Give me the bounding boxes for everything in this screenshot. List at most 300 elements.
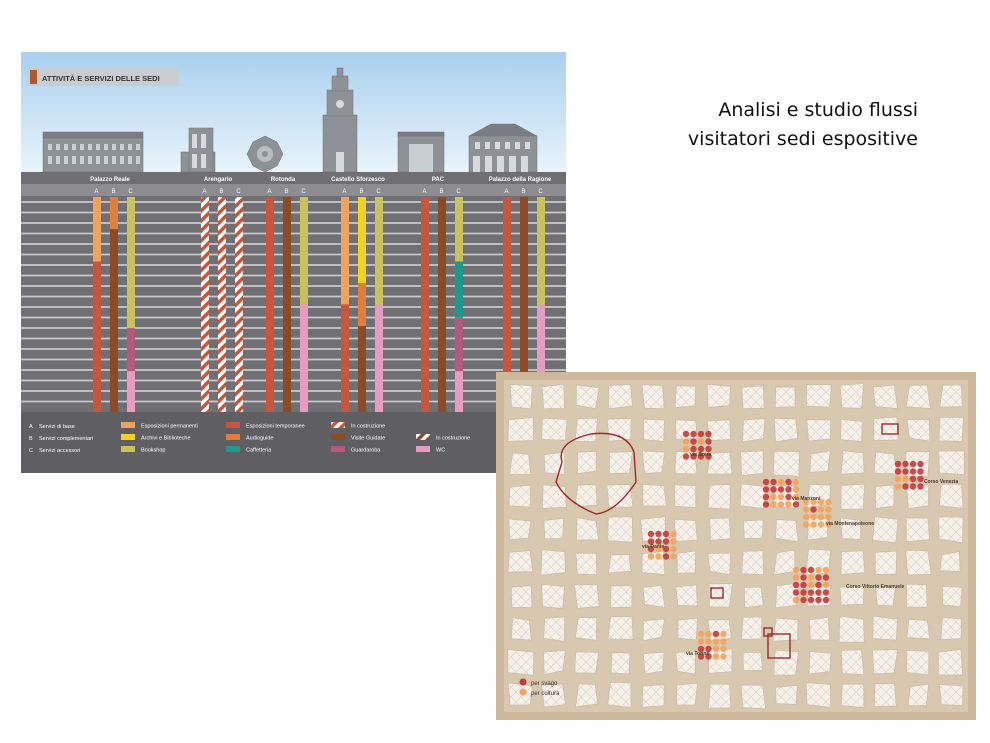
legend-service-key: A: [29, 424, 33, 430]
visitor-dot: [785, 479, 791, 485]
city-block: [775, 387, 795, 407]
visitor-dot: [793, 486, 799, 492]
city-block: [939, 517, 964, 543]
service-bar-segment: [127, 328, 135, 371]
visitor-dot: [800, 582, 806, 588]
visitor-dot: [683, 446, 689, 452]
city-block: [674, 519, 697, 541]
legend-category-label: Esposizioni permanenti: [141, 423, 198, 430]
legend-cultura-dot: [520, 689, 527, 696]
column-letter: C: [301, 189, 306, 195]
visitor-dot: [698, 631, 704, 637]
column-letter: C: [128, 189, 133, 195]
city-block: [676, 585, 697, 606]
service-bar-segment: [375, 305, 383, 413]
service-bar-segment: [110, 197, 118, 229]
service-bar-segment: [218, 197, 226, 412]
city-block: [810, 451, 830, 473]
legend-swatch: [416, 446, 430, 452]
visitor-dot: [815, 582, 821, 588]
city-block: [874, 417, 898, 441]
city-block: [907, 619, 930, 638]
visitor-dot: [785, 494, 791, 500]
visitor-dot: [720, 638, 726, 644]
service-bar-segment: [537, 197, 545, 305]
column-letter: A: [202, 189, 207, 195]
visitor-dot: [770, 486, 776, 492]
visitor-dot: [778, 494, 784, 500]
legend-swatch: [121, 446, 135, 452]
legend-category-label: Visite Guidate: [351, 435, 386, 442]
pac-icon: [398, 132, 444, 172]
visitor-dot: [655, 553, 661, 559]
legend-swatch: [121, 434, 135, 440]
service-bar-segment: [201, 197, 209, 412]
legend-category-label: WC: [436, 447, 446, 454]
city-block: [873, 616, 898, 640]
city-block: [841, 484, 865, 509]
legend-swatch: [331, 422, 345, 428]
service-bar-segment: [455, 317, 463, 371]
street-label: via Torino: [686, 651, 710, 657]
city-block: [643, 585, 665, 607]
service-bar-segment: [127, 371, 135, 412]
city-block: [806, 384, 831, 407]
visitor-dot: [683, 453, 689, 459]
column-letter: B: [111, 189, 116, 195]
visitor-dot: [823, 582, 829, 588]
column-letter: B: [219, 189, 224, 195]
city-block: [839, 616, 864, 642]
visitor-dot: [808, 597, 814, 603]
visitor-dot: [803, 521, 809, 527]
city-block: [841, 551, 865, 575]
street-label: via Manzoni: [792, 496, 821, 502]
city-block: [743, 419, 766, 442]
city-block: [642, 451, 665, 474]
column-letter: B: [521, 189, 526, 195]
visitor-dot: [895, 483, 901, 489]
city-block: [841, 419, 863, 441]
city-block: [708, 649, 732, 673]
city-block: [677, 551, 695, 573]
city-block: [741, 617, 761, 640]
city-block: [675, 386, 696, 408]
city-block: [939, 451, 965, 475]
legend-swatch: [226, 434, 240, 440]
service-bar-segment: [300, 197, 308, 305]
visitor-dot: [720, 631, 726, 637]
city-block: [677, 683, 698, 705]
visitor-dot: [683, 438, 689, 444]
street-label: Corso Venezia: [924, 479, 959, 485]
city-block: [873, 385, 898, 409]
legend-swatch: [121, 422, 135, 428]
city-block: [511, 586, 532, 608]
visitor-dot: [823, 574, 829, 580]
legend-service-label: Servizi di base: [39, 424, 75, 430]
city-block: [509, 485, 531, 507]
service-bar-segment: [455, 371, 463, 412]
city-block: [907, 420, 930, 442]
visitor-dot: [793, 589, 799, 595]
city-block: [608, 555, 631, 573]
city-block: [508, 417, 534, 441]
street-label: via Dante: [642, 544, 665, 550]
infographic-panel: [21, 52, 566, 473]
city-block: [841, 451, 864, 475]
visitor-dot: [825, 506, 831, 512]
city-block: [542, 584, 565, 608]
city-block: [941, 618, 962, 640]
visitor-dot: [770, 479, 776, 485]
visitor-dot: [895, 461, 901, 467]
city-block: [542, 384, 564, 409]
city-block: [542, 418, 567, 440]
visitor-dot: [910, 476, 916, 482]
visitor-dot: [818, 514, 824, 520]
city-block: [708, 484, 730, 509]
column-letter: C: [538, 189, 543, 195]
service-bar-segment: [358, 326, 366, 412]
city-block: [841, 684, 864, 708]
legend-swatch: [331, 434, 345, 440]
city-block: [741, 685, 766, 709]
visitor-dot: [793, 582, 799, 588]
city-block: [808, 518, 828, 540]
city-block: [643, 419, 664, 441]
service-bar-segment: [93, 262, 101, 413]
city-block: [906, 550, 931, 575]
city-block: [940, 551, 960, 571]
city-block: [873, 517, 898, 543]
visitor-dot: [810, 521, 816, 527]
city-block: [774, 550, 795, 575]
city-block: [576, 385, 599, 409]
visitor-dot: [713, 631, 719, 637]
city-block: [543, 651, 565, 675]
city-block: [840, 383, 864, 408]
city-block: [511, 618, 531, 641]
column-letter: A: [422, 189, 427, 195]
visitor-dot: [655, 531, 661, 537]
city-block: [741, 451, 764, 476]
legend-category-label: Guardaroba: [351, 447, 381, 454]
city-block: [773, 451, 799, 476]
palazzo-reale-icon: [43, 132, 143, 172]
visitor-dot: [902, 461, 908, 467]
visitor-dot: [910, 468, 916, 474]
visitor-dot: [648, 531, 654, 537]
legend-category-label: Archivi e Biblioteche: [141, 435, 191, 442]
visitor-dot: [895, 468, 901, 474]
letter-strip: [21, 184, 566, 196]
city-block: [906, 584, 927, 607]
city-block: [875, 551, 897, 574]
visitor-dot: [917, 476, 923, 482]
visitor-dot: [818, 521, 824, 527]
service-bar-segment: [438, 197, 446, 412]
city-block: [906, 385, 930, 409]
visitor-dot: [803, 506, 809, 512]
visitor-dot: [793, 574, 799, 580]
service-bar-segment: [341, 197, 349, 305]
visitor-dot: [793, 501, 799, 507]
column-letter: A: [342, 189, 347, 195]
city-block: [874, 683, 896, 706]
city-block: [577, 452, 596, 474]
visitor-dot: [808, 567, 814, 573]
visitor-dot: [720, 653, 726, 659]
city-block: [939, 417, 964, 441]
legend-svago-dot: [520, 679, 527, 686]
service-bar-segment: [110, 229, 118, 412]
city-block: [776, 685, 798, 704]
city-block: [708, 684, 731, 708]
slide-title: [640, 96, 918, 154]
city-block: [643, 484, 667, 506]
header-label-text: ATTIVITÀ E SERVIZI DELLE SEDI: [42, 74, 160, 83]
visitor-dot: [910, 461, 916, 467]
visitor-dot: [793, 597, 799, 603]
visitor-dot: [800, 567, 806, 573]
visitor-dot: [815, 574, 821, 580]
column-letter: A: [267, 189, 272, 195]
visitor-dot: [785, 501, 791, 507]
visitor-dot: [778, 501, 784, 507]
legend-category-label: Caffetteria: [246, 447, 272, 454]
column-letter: C: [376, 189, 381, 195]
city-block: [708, 620, 731, 641]
street-label: via Brera: [690, 452, 712, 458]
city-block: [643, 652, 664, 674]
city-block: [942, 587, 962, 607]
city-map-panel: [496, 372, 976, 720]
city-block: [744, 587, 763, 607]
venue-name: Rotonda: [270, 177, 296, 183]
service-bar-segment: [421, 197, 429, 412]
visitor-dot: [778, 479, 784, 485]
city-block: [809, 617, 829, 640]
venue-name: Palazzo Reale: [90, 177, 130, 183]
visitor-dot: [800, 574, 806, 580]
visitor-dot: [810, 506, 816, 512]
city-block: [508, 551, 533, 573]
service-bar-segment: [341, 305, 349, 413]
city-block: [510, 453, 531, 475]
city-block: [775, 519, 798, 541]
visitor-dot: [698, 431, 704, 437]
visitor-dot: [763, 486, 769, 492]
city-block: [544, 617, 565, 642]
visitor-dot: [713, 638, 719, 644]
visitor-dot: [800, 597, 806, 603]
legend-swatch: [226, 422, 240, 428]
column-letter: A: [504, 189, 509, 195]
visitor-dot: [698, 638, 704, 644]
venue-name: Arengario: [203, 177, 233, 183]
visitor-dot: [763, 494, 769, 500]
visitor-dot: [705, 431, 711, 437]
city-block: [575, 684, 597, 707]
city-block: [709, 584, 733, 608]
visitor-dot: [910, 483, 916, 489]
city-block: [806, 683, 831, 708]
column-letter: B: [439, 189, 444, 195]
column-letter: C: [236, 189, 241, 195]
city-block: [940, 385, 962, 407]
column-letter: C: [456, 189, 461, 195]
city-block: [938, 649, 962, 675]
city-block: [674, 485, 696, 508]
city-block: [575, 485, 597, 507]
city-block: [608, 385, 632, 409]
legend-service-label: Servizi accessori: [39, 448, 81, 454]
column-letter: B: [359, 189, 364, 195]
legend-svago-label: per svago: [531, 681, 558, 687]
visitor-dot: [917, 468, 923, 474]
visitor-dot: [670, 546, 676, 552]
visitor-dot: [698, 438, 704, 444]
legend-category-label: In costruzione: [351, 423, 386, 430]
city-block: [742, 386, 764, 409]
visitor-dot: [815, 597, 821, 603]
city-block: [773, 618, 798, 641]
visitor-dot: [815, 589, 821, 595]
city-block: [908, 684, 929, 706]
visitor-dot: [770, 501, 776, 507]
visitor-dot: [663, 531, 669, 537]
visitor-dot: [670, 531, 676, 537]
visitor-dot: [808, 574, 814, 580]
visitor-dot: [818, 506, 824, 512]
venue-name: PAC: [431, 177, 445, 183]
visitor-dot: [793, 567, 799, 573]
city-block: [907, 650, 929, 675]
city-block: [876, 485, 895, 509]
legend-swatch: [331, 446, 345, 452]
city-block: [642, 385, 664, 409]
city-block: [608, 616, 633, 639]
legend-cultura-label: per cultura: [531, 691, 560, 697]
visitor-dot: [690, 438, 696, 444]
service-bar-segment: [358, 283, 366, 326]
city-block: [708, 553, 731, 575]
visitor-dot: [763, 501, 769, 507]
city-block: [510, 384, 532, 408]
city-block: [509, 519, 531, 540]
visitor-dot: [808, 582, 814, 588]
visitor-dot: [895, 476, 901, 482]
street-label: via Montenapoleone: [826, 521, 875, 527]
city-block: [642, 685, 664, 708]
city-block: [541, 550, 565, 576]
slide-title-line-2: visitatori sedi espositive: [687, 128, 918, 150]
visitor-dot: [670, 538, 676, 544]
visitor-dot: [778, 486, 784, 492]
visitor-dot: [823, 589, 829, 595]
city-block: [774, 418, 798, 442]
service-bar-segment: [283, 197, 291, 412]
visitor-dot: [803, 514, 809, 520]
header-label: [29, 68, 179, 86]
legend-category-label: Bookshop: [141, 447, 166, 454]
visitor-dot: [825, 514, 831, 520]
city-block: [608, 517, 633, 542]
visitor-dot: [705, 438, 711, 444]
city-block: [742, 551, 764, 575]
legend-background: [21, 412, 566, 473]
visitor-dot: [763, 479, 769, 485]
city-block: [678, 618, 698, 640]
city-block: [576, 517, 598, 540]
city-block: [608, 682, 632, 707]
city-block: [710, 518, 731, 541]
city-block: [872, 650, 897, 675]
visitor-dot: [793, 479, 799, 485]
legend-service-key: C: [29, 448, 33, 454]
city-block: [939, 684, 963, 705]
visitor-dot: [902, 476, 908, 482]
venue-name: Palazzo della Ragione: [488, 177, 552, 183]
visitor-dot: [902, 483, 908, 489]
city-block: [874, 452, 897, 474]
city-block: [607, 418, 631, 441]
city-block: [807, 420, 831, 441]
city-block: [611, 653, 630, 675]
column-letter: B: [284, 189, 289, 195]
city-block: [609, 452, 632, 474]
city-block: [939, 484, 963, 508]
visitor-dot: [705, 638, 711, 644]
column-letter: A: [94, 189, 99, 195]
service-bar-segment: [375, 197, 383, 305]
service-bar-segment: [127, 197, 135, 328]
visitor-dot: [683, 431, 689, 437]
legend-swatch: [226, 446, 240, 452]
service-bar-segment: [300, 305, 308, 413]
visitor-dot: [815, 567, 821, 573]
city-block: [542, 485, 566, 509]
palazzo-ragione-icon: [469, 124, 537, 172]
city-block: [743, 652, 762, 670]
visitor-dot: [825, 499, 831, 505]
city-block: [743, 520, 763, 539]
service-bar-segment: [266, 197, 274, 412]
visitor-dot: [648, 553, 654, 559]
city-block: [641, 517, 666, 542]
slide-title-line-1: Analisi e studio flussi: [718, 99, 918, 121]
city-block: [575, 617, 596, 640]
legend-category-label: Esposizioni temporanee: [246, 423, 305, 430]
visitor-dot: [810, 514, 816, 520]
city-block: [841, 650, 864, 675]
visitor-dot: [785, 486, 791, 492]
legend-category-label: Audioguide: [246, 435, 274, 442]
city-block: [906, 518, 929, 542]
city-block: [574, 585, 599, 609]
city-block: [575, 652, 599, 673]
city-block: [508, 649, 534, 675]
visitor-dot: [720, 646, 726, 652]
legend-category-label: In costruzione: [436, 435, 471, 442]
visitor-dot: [663, 553, 669, 559]
city-block: [607, 484, 633, 507]
city-block: [809, 652, 831, 675]
city-block: [544, 518, 564, 538]
visitor-dot: [902, 468, 908, 474]
visitor-dot: [917, 483, 923, 489]
